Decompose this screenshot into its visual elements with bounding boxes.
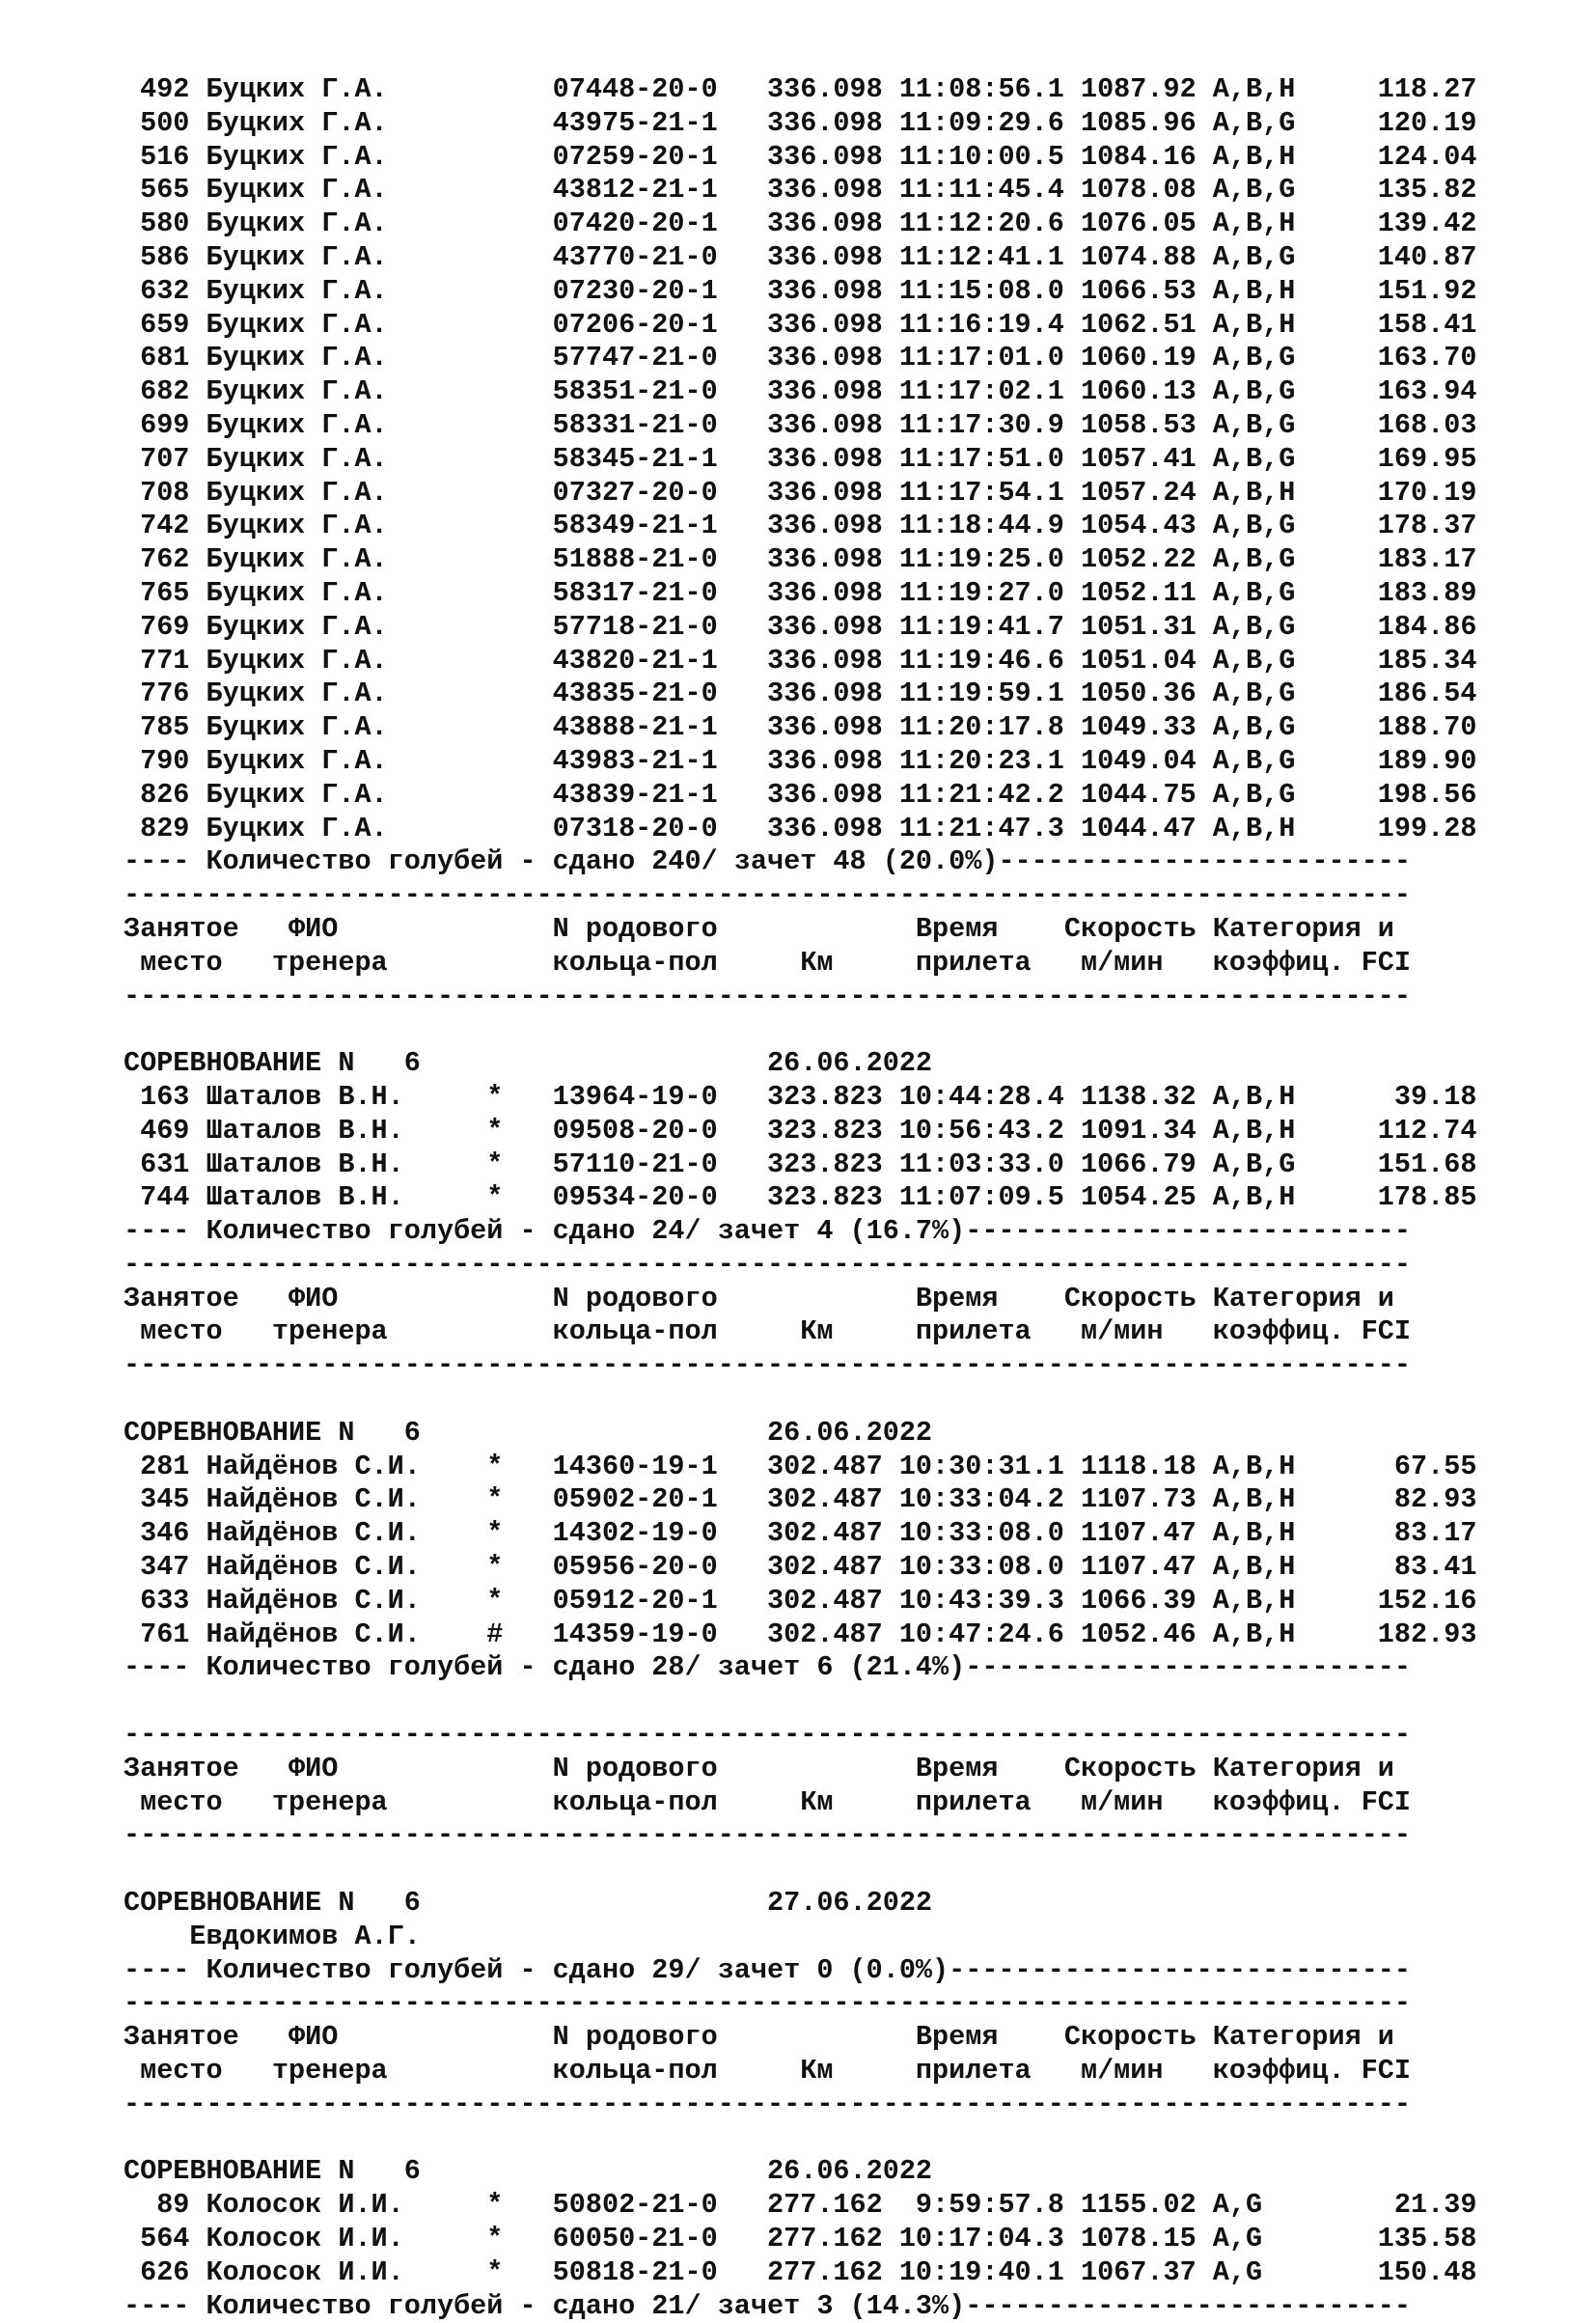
summary-line: ---- Количество голубей - сдано 29/ зачет 0 (0.0%)---------------------------- [124, 1953, 1412, 1986]
result-row: 785 Буцких Г.А. 43888-21-1 336.098 11:20:17.8 1049.33 A,B,G 188.70 [124, 711, 1477, 744]
result-row: 681 Буцких Г.А. 57747-21-0 336.098 11:17:01.0 1060.19 A,B,G 163.70 [124, 342, 1477, 374]
result-row: 89 Колосок И.И. * 50802-21-0 277.162 9:59:57.8 1155.02 A,G 21.39 [124, 2189, 1477, 2222]
result-row: 631 Шаталов В.Н. * 57110-21-0 323.823 11:03:33.0 1066.79 A,B,G 151.68 [124, 1148, 1477, 1180]
column-header-line: место тренера кольца-пол Км прилета м/мин коэффиц. FCI [124, 2055, 1412, 2088]
competition-title: СОРЕВНОВАНИЕ N 6 27.06.2022 [124, 1887, 933, 1920]
result-row: 742 Буцких Г.А. 58349-21-1 336.098 11:18:44.9 1054.43 A,B,G 178.37 [124, 510, 1477, 542]
competition-title: СОРЕВНОВАНИЕ N 6 26.06.2022 [124, 1416, 933, 1449]
column-header-line: Занятое ФИО N родового Время Скорость Категория и [124, 2021, 1394, 2054]
blank-line [124, 1383, 1596, 1417]
result-row: 346 Найдёнов С.И. * 14302-19-0 302.487 10:33:08.0 1107.47 A,B,H 83.17 [124, 1517, 1477, 1550]
result-row: 776 Буцких Г.А. 43835-21-0 336.098 11:19:59.1 1050.36 A,B,G 186.54 [124, 678, 1477, 710]
result-row: 347 Найдёнов С.И. * 05956-20-0 302.487 10:33:08.0 1107.47 A,B,H 83.41 [124, 1551, 1477, 1584]
blank-line [124, 1013, 1596, 1047]
summary-line: ---- Количество голубей - сдано 240/ зачет 48 (20.0%)------------------------- [124, 845, 1412, 878]
result-row: 632 Буцких Г.А. 07230-20-1 336.098 11:15:08.0 1066.53 A,B,H 151.92 [124, 274, 1477, 307]
result-row: 762 Буцких Г.А. 51888-21-0 336.098 11:19:25.0 1052.22 A,B,G 183.17 [124, 543, 1477, 576]
result-row: 633 Найдёнов С.И. * 05912-20-1 302.487 10:43:39.3 1066.39 A,B,H 152.16 [124, 1584, 1477, 1617]
result-row: 163 Шаталов В.Н. * 13964-19-0 323.823 10:44:28.4 1138.32 A,B,H 39.18 [124, 1080, 1477, 1113]
result-row: 580 Буцких Г.А. 07420-20-1 336.098 11:12:20.6 1076.05 A,B,H 139.42 [124, 207, 1477, 240]
competition-title: СОРЕВНОВАНИЕ N 6 26.06.2022 [124, 1047, 933, 1080]
result-row: 565 Буцких Г.А. 43812-21-1 336.098 11:11:45.4 1078.08 A,B,G 135.82 [124, 174, 1477, 207]
column-header-line: Занятое ФИО N родового Время Скорость Категория и [124, 1752, 1394, 1784]
result-row: 771 Буцких Г.А. 43820-21-1 336.098 11:19:46.6 1051.04 A,B,G 185.34 [124, 644, 1477, 677]
result-row: 564 Колосок И.И. * 60050-21-0 277.162 10:17:04.3 1078.15 A,G 135.58 [124, 2223, 1477, 2254]
result-row: 708 Буцких Г.А. 07327-20-0 336.098 11:17:54.1 1057.24 A,B,H 170.19 [124, 476, 1477, 509]
column-header-line: Занятое ФИО N родового Время Скорость Категория и [124, 912, 1394, 945]
column-header-line: место тренера кольца-пол Км прилета м/мин коэффиц. FCI [124, 1315, 1412, 1348]
result-row: 765 Буцких Г.А. 58317-21-0 336.098 11:19:27.0 1052.11 A,B,G 183.89 [124, 576, 1477, 609]
result-row: 516 Буцких Г.А. 07259-20-1 336.098 11:10:00.5 1084.16 A,B,H 124.04 [124, 140, 1477, 173]
separator-line: ------------------------------------------------------------------------------ [124, 1719, 1412, 1752]
separator-line: ------------------------------------------------------------------------------ [124, 1987, 1412, 2020]
result-row: 826 Буцких Г.А. 43839-21-1 336.098 11:21:42.2 1044.75 A,B,G 198.56 [124, 778, 1477, 811]
competition-title: СОРЕВНОВАНИЕ N 6 26.06.2022 [124, 2155, 933, 2188]
blank-line [124, 1853, 1596, 1887]
separator-line: ------------------------------------------------------------------------------ [124, 1248, 1412, 1281]
result-row: 281 Найдёнов С.И. * 14360-19-1 302.487 10:30:31.1 1118.18 A,B,H 67.55 [124, 1450, 1477, 1482]
separator-line: ------------------------------------------------------------------------------ [124, 980, 1412, 1012]
column-header-line: Занятое ФИО N родового Время Скорость Категория и [124, 1282, 1394, 1314]
fancier-name: Евдокимов А.Г. [124, 1920, 421, 1952]
result-row: 469 Шаталов В.Н. * 09508-20-0 323.823 10:56:43.2 1091.34 A,B,H 112.74 [124, 1114, 1477, 1147]
separator-line: ------------------------------------------------------------------------------ [124, 879, 1412, 912]
column-header-line: место тренера кольца-пол Км прилета м/мин коэффиц. FCI [124, 946, 1412, 979]
result-row: 769 Буцких Г.А. 57718-21-0 336.098 11:19:41.7 1051.31 A,B,G 184.86 [124, 610, 1477, 643]
result-row: 829 Буцких Г.А. 07318-20-0 336.098 11:21:47.3 1044.47 A,B,H 199.28 [124, 812, 1477, 844]
result-row: 345 Найдёнов С.И. * 05902-20-1 302.487 10:33:04.2 1107.73 A,B,H 82.93 [124, 1483, 1477, 1516]
result-row: 761 Найдёнов С.И. # 14359-19-0 302.487 10:47:24.6 1052.46 A,B,H 182.93 [124, 1618, 1477, 1650]
summary-line: ---- Количество голубей - сдано 28/ зачет 6 (21.4%)--------------------------- [124, 1651, 1412, 1684]
column-header-line: место тренера кольца-пол Км прилета м/мин коэффиц. FCI [124, 1785, 1412, 1818]
result-row: 586 Буцких Г.А. 43770-21-0 336.098 11:12:41.1 1074.88 A,B,G 140.87 [124, 240, 1477, 273]
separator-line: ------------------------------------------------------------------------------ [124, 1349, 1412, 1382]
result-row: 682 Буцких Г.А. 58351-21-0 336.098 11:17:02.1 1060.13 A,B,G 163.94 [124, 375, 1477, 408]
blank-line [124, 1685, 1596, 1719]
separator-line: ------------------------------------------------------------------------------ [124, 2088, 1412, 2120]
result-row: 699 Буцких Г.А. 58331-21-0 336.098 11:17:30.9 1058.53 A,B,G 168.03 [124, 408, 1477, 441]
summary-line: ---- Количество голубей - сдано 24/ зачет 4 (16.7%)--------------------------- [124, 1215, 1412, 1248]
result-row: 500 Буцких Г.А. 43975-21-1 336.098 11:09:29.6 1085.96 A,B,G 120.19 [124, 106, 1477, 139]
result-row: 744 Шаталов В.Н. * 09534-20-0 323.823 11:07:09.5 1054.25 A,B,H 178.85 [124, 1181, 1477, 1214]
result-row: 492 Буцких Г.А. 07448-20-0 336.098 11:08:56.1 1087.92 A,B,H 118.27 [124, 73, 1477, 105]
result-row: 707 Буцких Г.А. 58345-21-1 336.098 11:17:51.0 1057.41 A,B,G 169.95 [124, 442, 1477, 475]
separator-line: ------------------------------------------------------------------------------ [124, 1819, 1412, 1852]
summary-line: ---- Количество голубей - сдано 21/ зачет 3 (14.3%)--------------------------- [124, 2289, 1412, 2322]
result-row: 626 Колосок И.И. * 50818-21-0 277.162 10:19:40.1 1067.37 A,G 150.48 [124, 2255, 1477, 2288]
result-row: 790 Буцких Г.А. 43983-21-1 336.098 11:20:23.1 1049.04 A,B,G 189.90 [124, 744, 1477, 777]
result-row: 659 Буцких Г.А. 07206-20-1 336.098 11:16:19.4 1062.51 A,B,H 158.41 [124, 308, 1477, 341]
blank-line [124, 2122, 1596, 2156]
